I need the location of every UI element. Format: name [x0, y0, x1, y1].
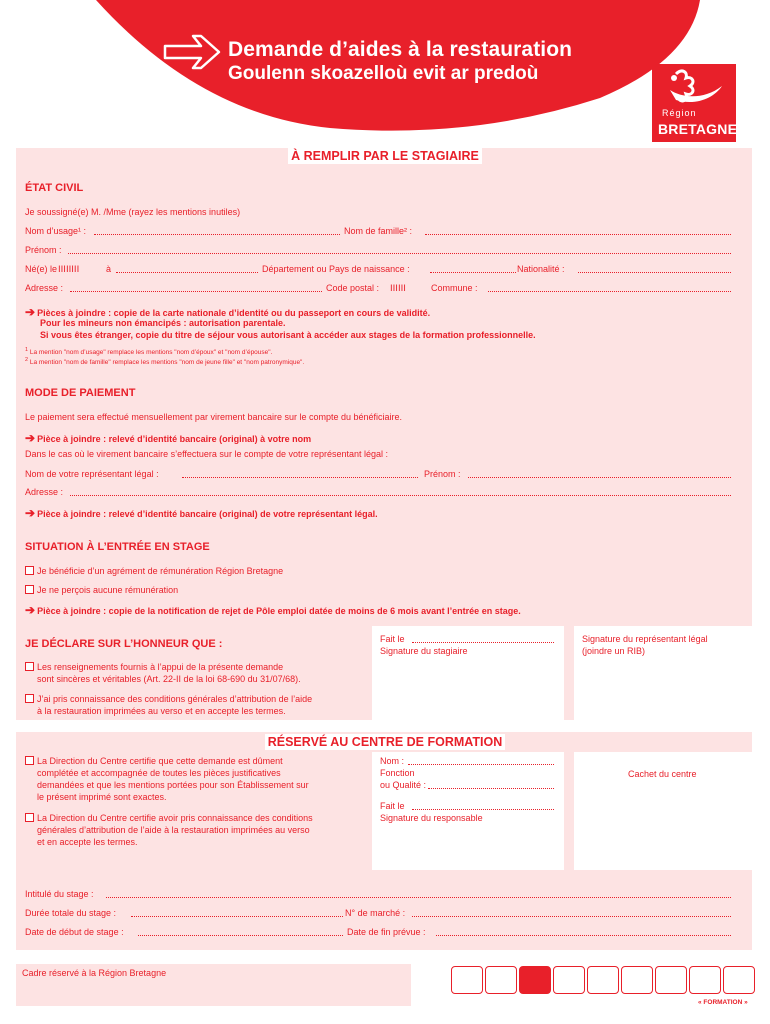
- centre-qualite-label: ou Qualité :: [380, 780, 427, 790]
- logo-text-bretagne: BRETAGNE: [658, 121, 738, 137]
- nom-representant-field[interactable]: [182, 477, 418, 478]
- centre-checkbox-1[interactable]: [25, 756, 34, 765]
- code-cell[interactable]: [689, 966, 721, 994]
- debut-label: Date de début de stage :: [25, 927, 124, 937]
- footnote-1-num: 1: [25, 347, 29, 353]
- centre-banner-text: RÉSERVÉ AU CENTRE DE FORMATION: [265, 734, 506, 750]
- code-cell[interactable]: [553, 966, 585, 994]
- prenom-label: Prénom :: [25, 245, 62, 255]
- nom-usage-label: Nom d’usage¹ :: [25, 226, 87, 236]
- region-bretagne-logo: [652, 64, 736, 142]
- declare-option-2-text: J’ai pris connaissance des conditions générales d’attribution de l’aide: [37, 694, 313, 704]
- code-cell[interactable]: [485, 966, 517, 994]
- centre-option-2-cont-c: et en accepte les termes.: [37, 837, 138, 847]
- adresse-representant-field[interactable]: [70, 495, 731, 496]
- paiement-piece1-text: Pièce à joindre : relevé d’identité bancaire (original) à votre nom: [37, 434, 312, 444]
- arrow-right-icon: ➔: [25, 506, 36, 520]
- arrow-right-icon: ➔: [25, 431, 36, 445]
- declare-option-1: [25, 662, 283, 672]
- centre-checkbox-2[interactable]: [25, 813, 34, 822]
- situation-piece-text: Pièce à joindre : copie de la notification de rejet de Pôle emploi datée de moins de 6 mois avant l’entrée en stage.: [37, 606, 521, 616]
- logo-text-region: Région: [662, 108, 697, 118]
- nom-usage-field[interactable]: [94, 234, 340, 235]
- signature-representant-note: (joindre un RIB): [582, 646, 646, 656]
- marche-label: N° de marché :: [345, 908, 406, 918]
- title-block: [228, 38, 572, 85]
- title-breton: Goulenn skoazelloù evit ar predoù: [228, 63, 539, 84]
- nationalite-field[interactable]: [578, 272, 731, 273]
- stagiaire-banner: [0, 147, 770, 165]
- situation-option-1: [25, 566, 283, 576]
- situation-option-2-text: Je ne perçois aucune rémunération: [37, 585, 179, 595]
- centre-option-1: [25, 756, 283, 766]
- declare-option-1-text: Les renseignements fournis à l’appui de la présente demande: [37, 662, 284, 672]
- birthplace-label: à: [106, 264, 112, 274]
- centre-option-2-text: La Direction du Centre certifie avoir pris connaissance des conditions: [37, 813, 313, 823]
- fait-le-field[interactable]: [412, 642, 554, 643]
- adresse-field[interactable]: [70, 291, 322, 292]
- commune-label: Commune :: [431, 283, 478, 293]
- footnote-2-num: 2: [25, 357, 29, 363]
- centre-nom-label: Nom :: [380, 756, 405, 766]
- intitule-field[interactable]: [106, 897, 731, 898]
- code-postal-boxes[interactable]: ⅠⅠⅠⅠⅠⅠ: [390, 283, 406, 293]
- formation-tag: « FORMATION »: [698, 999, 748, 1006]
- declare-option-2: [25, 694, 312, 704]
- cachet-label: Cachet du centre: [628, 769, 697, 779]
- nom-famille-field[interactable]: [425, 234, 731, 235]
- centre-fait-le-label: Fait le: [380, 801, 405, 811]
- centre-option-2: [25, 813, 313, 823]
- paiement-piece1: [25, 431, 311, 445]
- code-cell[interactable]: [723, 966, 755, 994]
- paiement-line2: Dans le cas où le virement bancaire s’effectuera sur le compte de votre représentant légal :: [25, 449, 389, 459]
- marche-field[interactable]: [412, 916, 731, 917]
- centre-option-1-cont-c: demandées et que les mentions portées pour son Établissement sur: [37, 780, 309, 790]
- paiement-line1: Le paiement sera effectué mensuellement par virement bancaire sur le compte du bénéficiaire.: [25, 412, 403, 422]
- declare-option-1-cont: sont sincères et véritables (Art. 22-II de la loi 68-690 du 31/07/68).: [37, 674, 301, 684]
- centre-fonction-label: Fonction: [380, 768, 415, 778]
- outline-arrow-right-icon: [163, 32, 225, 72]
- etat-civil-heading: ÉTAT CIVIL: [25, 182, 84, 194]
- commune-field[interactable]: [488, 291, 731, 292]
- centre-qualite-field[interactable]: [428, 788, 554, 789]
- code-cell[interactable]: [655, 966, 687, 994]
- birthplace-field[interactable]: [116, 272, 258, 273]
- debut-field[interactable]: [138, 935, 343, 936]
- fait-le-label: Fait le: [380, 634, 405, 644]
- declare-checkbox-2[interactable]: [25, 694, 34, 703]
- code-cell[interactable]: [587, 966, 619, 994]
- declare-option-2-cont: à la restauration imprimées au verso et en accepte les termes.: [37, 706, 286, 716]
- situation-piece: [25, 603, 521, 617]
- arrow-right-icon: ➔: [25, 603, 36, 617]
- signature-representant-label: Signature du représentant légal: [582, 634, 708, 644]
- prenom-representant-label: Prénom :: [424, 469, 461, 479]
- birthdate-boxes[interactable]: ⅠⅠⅠⅠⅠⅠⅠⅠ: [58, 264, 80, 274]
- arrow-right-icon: ➔: [25, 305, 36, 319]
- footnote-1-text: La mention "nom d’usage" remplace les mentions "nom d’époux" et "nom d’épouse".: [29, 349, 273, 357]
- signature-stagiaire-label: Signature du stagiaire: [380, 646, 468, 656]
- footnote-1: [25, 347, 272, 356]
- paiement-piece2-text: Pièce à joindre : relevé d’identité bancaire (original) de votre représentant légal.: [37, 509, 378, 519]
- title-french: Demande d’aides à la restauration: [228, 38, 573, 61]
- cadre-region-label: Cadre réservé à la Région Bretagne: [22, 968, 167, 978]
- pieces-mineurs: Pour les mineurs non émancipés : autorisation parentale.: [40, 318, 286, 328]
- duree-field[interactable]: [131, 916, 343, 917]
- adresse-label: Adresse :: [25, 283, 64, 293]
- departement-field[interactable]: [430, 272, 516, 273]
- etat-civil-intro: Je soussigné(e) M. /Mme (rayez les mentions inutiles): [25, 207, 241, 217]
- departement-label: Département ou Pays de naissance :: [262, 264, 410, 274]
- ne-le-label: Né(e) le: [25, 264, 58, 274]
- centre-banner: [0, 733, 770, 751]
- code-cell-filled: [519, 966, 551, 994]
- nationalite-label: Nationalité :: [517, 264, 565, 274]
- centre-fait-le-field[interactable]: [412, 809, 554, 810]
- situation-checkbox-2[interactable]: [25, 585, 34, 594]
- nom-representant-label: Nom de votre représentant légal :: [25, 469, 159, 479]
- footnote-2-text: La mention "nom de famille" remplace les mentions "nom de jeune fille" et "nom patronymique".: [29, 359, 305, 367]
- centre-option-1-cont-b: complétée et accompagnée de toutes les pièces justificatives: [37, 768, 281, 778]
- fin-field[interactable]: [436, 935, 731, 936]
- pieces-etranger: Si vous êtes étranger, copie du titre de séjour vous autorisant à accéder aux stages de la formation professionnelle.: [40, 330, 536, 340]
- signature-responsable-label: Signature du responsable: [380, 813, 483, 823]
- fin-label: Date de fin prévue :: [347, 927, 426, 937]
- centre-nom-field[interactable]: [408, 764, 554, 765]
- declare-checkbox-1[interactable]: [25, 662, 34, 671]
- prenom-field[interactable]: [68, 253, 731, 254]
- situation-option-1-text: Je bénéficie d’un agrément de rémunération Région Bretagne: [37, 566, 284, 576]
- paiement-heading: MODE DE PAIEMENT: [25, 387, 136, 399]
- intitule-label: Intitulé du stage :: [25, 889, 94, 899]
- code-cell[interactable]: [451, 966, 483, 994]
- footnote-2: [25, 357, 304, 366]
- code-cell[interactable]: [621, 966, 653, 994]
- situation-heading: SITUATION À L’ENTRÉE EN STAGE: [25, 541, 210, 553]
- code-postal-label: Code postal :: [326, 283, 380, 293]
- ermine-flower-icon: [652, 64, 736, 108]
- situation-option-2: [25, 585, 178, 595]
- pieces-identite-text: Pièces à joindre : copie de la carte nationale d’identité ou du passeport en cours de validité.: [37, 308, 431, 318]
- declare-heading: JE DÉCLARE SUR L’HONNEUR QUE :: [25, 638, 223, 650]
- centre-option-2-cont-b: générales d’attribution de l’aide à la restauration imprimées au verso: [37, 825, 310, 835]
- centre-option-1-cont-d: le présent imprimé sont exactes.: [37, 792, 167, 802]
- duree-label: Durée totale du stage :: [25, 908, 117, 918]
- centre-option-1-text: La Direction du Centre certifie que cette demande est dûment: [37, 756, 283, 766]
- pieces-identite: [25, 305, 430, 319]
- prenom-representant-field[interactable]: [468, 477, 731, 478]
- adresse-representant-label: Adresse :: [25, 487, 64, 497]
- paiement-piece2: [25, 506, 378, 520]
- nom-famille-label: Nom de famille² :: [344, 226, 413, 236]
- stagiaire-banner-text: À REMPLIR PAR LE STAGIAIRE: [288, 148, 482, 164]
- situation-checkbox-1[interactable]: [25, 566, 34, 575]
